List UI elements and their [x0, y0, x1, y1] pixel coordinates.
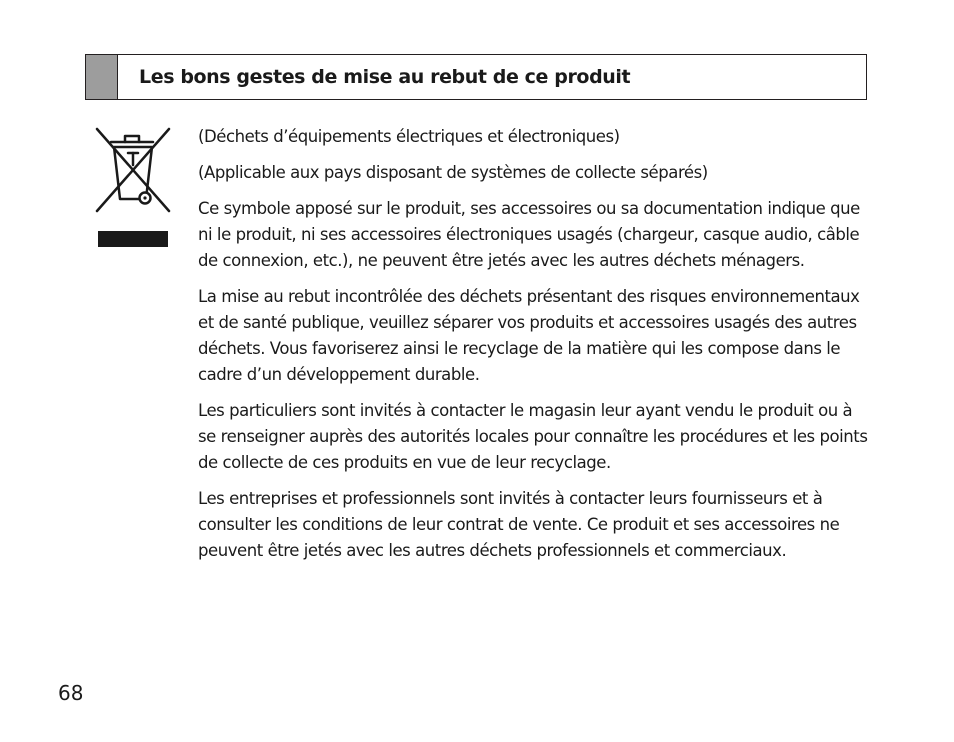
paragraph-symbol-meaning: Ce symbole apposé sur le produit, ses accessoires ou sa documentation indique que ni le produit, ni ses accessoires électroniques usagés (chargeur, casque audio, câble de connexion, etc.), ne peuvent être jetés avec les autres déchets ménagers.	[198, 199, 860, 270]
body-text	[198, 124, 868, 574]
crossed-out-wheeled-bin-icon	[95, 127, 171, 249]
paragraph-business-users: Les entreprises et professionnels sont invités à contacter leurs fournisseurs et à consulter les conditions de leur contrat de vente. Ce produit et ses accessoires ne peuvent être jetés avec les autres déchets professionnels et commerciaux.	[198, 489, 840, 560]
paragraph-private-users: Les particuliers sont invités à contacter le magasin leur ayant vendu le produit ou à se renseigner auprès des autorités locales pour connaître les procédures et les points de collecte de ces produits en vue de leur recyclage.	[198, 401, 868, 472]
paragraph-weee-title: (Déchets d’équipements électriques et électroniques)	[198, 127, 620, 146]
section-title: Les bons gestes de mise au rebut de ce produit	[139, 66, 631, 88]
header-tab-marker	[86, 55, 118, 99]
paragraph-uncontrolled-disposal: La mise au rebut incontrôlée des déchets présentant des risques environnementaux et de santé publique, veuillez séparer vos produits et accessoires usagés des autres déchets. Vous favoriserez ainsi le recyclage de la matière qui les compose dans le cadre d’un développement durable.	[198, 287, 860, 384]
paragraph-applicability: (Applicable aux pays disposant de systèmes de collecte séparés)	[198, 163, 708, 182]
section-header	[85, 54, 867, 100]
page-number: 68	[58, 681, 84, 705]
